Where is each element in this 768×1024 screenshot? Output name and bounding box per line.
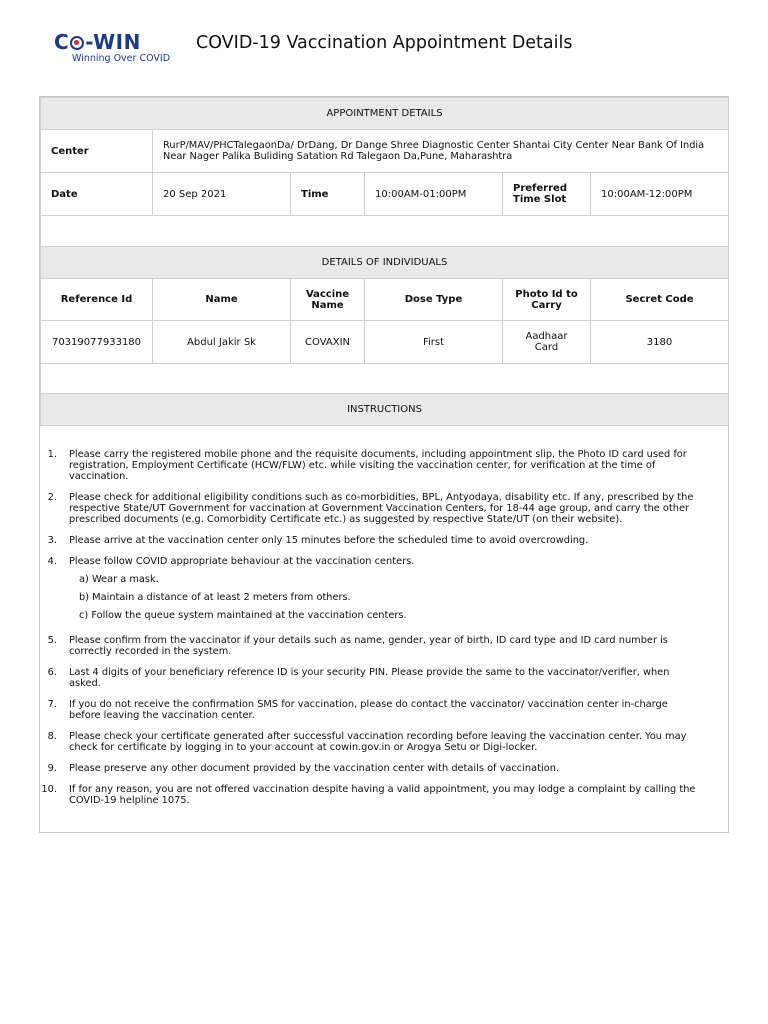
list-text: If for any reason, you are not offered vaccination despite having a valid appointment, you may lodge a complaint by calling the COVID-19 helpline 1075. [69,784,696,806]
logo-o-icon [70,36,84,50]
list-item [40,784,728,806]
time-label: Time [291,173,365,216]
list-text: Last 4 digits of your beneficiary reference ID is your security PIN. Please provide the same to the vaccinator/verifier, when asked. [69,667,670,689]
list-number: 7. [47,699,57,710]
list-text: Please confirm from the vaccinator if your details such as name, gender, year of birth, ID card type and ID card number is correctly recorded in the system. [69,635,668,657]
logo-wordmark: C -WIN [54,30,141,54]
list-number: 2. [47,492,57,503]
date-value: 20 Sep 2021 [153,173,291,216]
instructions-heading: INSTRUCTIONS [41,394,729,426]
list-number: 5. [47,635,57,646]
col-photo-id: Photo Id to Carry [503,279,591,321]
logo-tagline: Winning Over COVID [72,53,171,64]
list-item [40,731,728,753]
preferred-slot-label: Preferred Time Slot [503,173,591,216]
list-item [40,699,728,721]
vaccine-name-value: COVAXIN [291,321,365,364]
spacer-row [41,364,729,394]
appointment-details-heading: APPOINTMENT DETAILS [41,98,729,130]
preferred-slot-value: 10:00AM-12:00PM [591,173,729,216]
list-number: 4. [47,556,57,567]
date-label: Date [41,173,153,216]
instructions-list [40,449,728,816]
secret-code-value: 3180 [591,321,729,364]
list-item [40,492,728,525]
col-reference-id: Reference Id [41,279,153,321]
name-value: Abdul Jakir Sk [153,321,291,364]
dose-type-value: First [365,321,503,364]
list-text: Please carry the registered mobile phone and the requisite documents, including appointment slip, the Photo ID card used for registration, Employment Certificate (HCW/FLW) etc. while visiting the vaccination center, for verification at the time of vaccination. [69,449,687,482]
list-text: If you do not receive the confirmation SMS for vaccination, please do contact the vaccinator/ vaccination center in-charge before leaving the vaccination center. [69,699,668,721]
photo-id-value: Aadhaar Card [503,321,591,364]
appointment-card [39,96,729,833]
list-number: 6. [47,667,57,678]
list-text: Please follow COVID appropriate behaviour at the vaccination centers. [69,556,415,567]
list-item [40,535,728,546]
col-dose-type: Dose Type [365,279,503,321]
sub-item: c) Follow the queue system maintained at the vaccination centers. [79,610,407,621]
list-item [40,449,728,482]
sub-item: b) Maintain a distance of at least 2 meters from others. [79,592,351,603]
list-item [40,763,728,774]
list-text: Please preserve any other document provided by the vaccination center with details of vaccination. [69,763,560,774]
col-vaccine-name: Vaccine Name [291,279,365,321]
page-header [0,0,768,90]
col-secret-code: Secret Code [591,279,729,321]
list-number: 1. [47,449,57,460]
reference-id-value: 70319077933180 [41,321,153,364]
list-item [40,635,728,657]
cowin-logo [54,30,184,70]
details-table [40,97,729,426]
list-text: Please arrive at the vaccination center only 15 minutes before the scheduled time to avoid overcrowding. [69,535,589,546]
list-item [40,667,728,689]
list-number: 8. [47,731,57,742]
time-value: 10:00AM-01:00PM [365,173,503,216]
spacer-row [41,216,729,247]
list-number: 10. [41,784,57,795]
center-label: Center [41,130,153,173]
page-title: COVID-19 Vaccination Appointment Details [196,33,573,53]
list-number: 9. [47,763,57,774]
list-text: Please check for additional eligibility conditions such as co-morbidities, BPL, Antyodaya, disability etc. If any, prescribed by the respective State/UT Government for vaccination at Government Vaccination Centers, for 18-44 age group, and carry the other prescribed documents (e.g. Comorbidity Certificate etc.) as suggested by respective State/UT (on their website). [69,492,694,525]
sub-item: a) Wear a mask. [79,574,159,585]
table-row [41,321,729,364]
center-value: RurP/MAV/PHCTalegaonDa/ DrDang, Dr Dange Shree Diagnostic Center Shantai City Center Near Bank Of India Near Nager Palika Buliding Satation Rd Talegaon Da,Pune, Maharashtra [153,130,729,173]
list-item [40,556,728,625]
list-number: 3. [47,535,57,546]
individuals-heading: DETAILS OF INDIVIDUALS [41,247,729,279]
col-name: Name [153,279,291,321]
list-text: Please check your certificate generated after successful vaccination recording before leaving the vaccination center. You may check for certificate by logging in to your account at cowin.gov.in or Arogya Setu or Digi-locker. [69,731,687,753]
